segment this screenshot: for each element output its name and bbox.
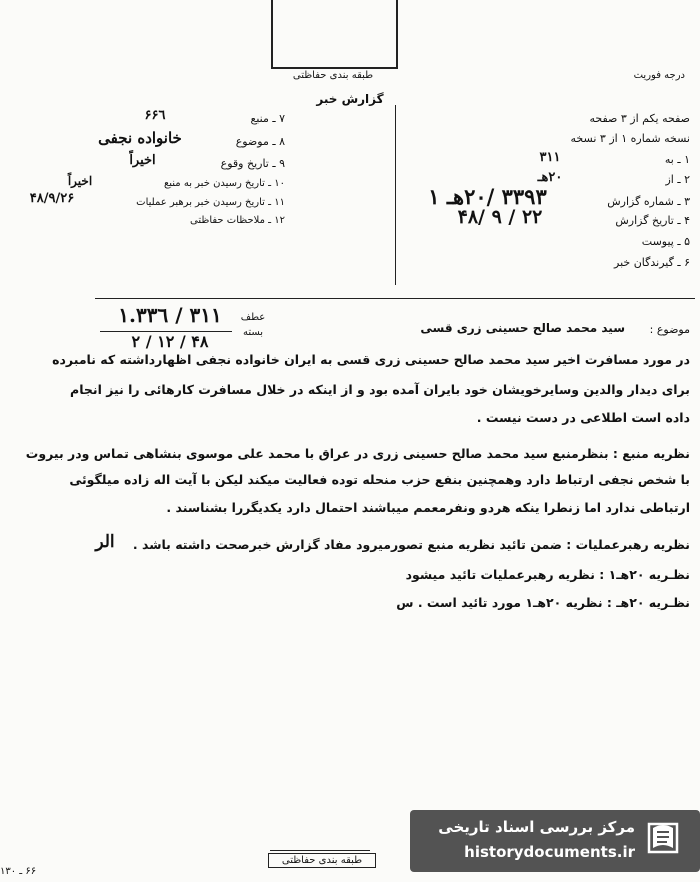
operations-initials: الر <box>95 532 115 552</box>
operations-opinion: نظريه رهبرعمليات : ضمن تائيد نظريه منبع تصورميرود مفاد گزارش خبرصحت داشته باشد . <box>132 537 690 552</box>
field-event-date-value: اخيراً <box>129 153 156 168</box>
body-line-2: برای ديدار والدين وسايرخويشان خود بايران آمده بود و از اينكه در خلال مسافرت كارهائی را نيز انجام <box>70 382 690 397</box>
field-to-label: ۱ ـ به <box>664 153 690 166</box>
field-report-date-label: ۴ ـ تاريخ گزارش <box>615 214 690 227</box>
field-security-notes-label: ۱۲ ـ ملاحظات حفاظتی <box>190 215 285 226</box>
field-subject-label: ۸ ـ موضوع <box>235 135 285 148</box>
body-line-1: در مورد مسافرت اخير سيد محمد صالح حسينی زری قسی به ايران خانواده نجفی اظهارداشته كه نامبرده <box>52 352 690 367</box>
stamp-label-atf: عطف <box>240 312 266 323</box>
field-received-source-label: ۱۰ ـ تاريخ رسيدن خبر به منبع <box>163 178 285 189</box>
opinion-20h: نظـريه ۲۰هـ : نظريه ۲۰هـ۱ مورد تائيد است . س <box>396 595 690 610</box>
source-opinion-line-2: با شخص نجفی ارتباط دارد وهمچنين بنفع حزب منحله توده فعاليت ميكند ليكن با آيت اله زاده ميلگوئی <box>69 472 690 487</box>
archive-logo-icon <box>645 818 681 858</box>
field-report-number-value: ۳۳۹۳ /۲۰هـ ۱ <box>428 184 547 209</box>
field-event-date-label: ۹ ـ تاريخ وقوع <box>220 157 285 170</box>
file-number: ٣١١ / ١.٣٣٦ <box>118 303 222 327</box>
header-divider <box>95 298 695 299</box>
copy-number-line: نسخه شماره ۱ از ۳ نسخه <box>570 132 690 145</box>
field-from-value: ۲۰هـ <box>537 170 563 185</box>
opinion-20h-1: نظـريه ۲۰هـ۱ : نظريه رهبرعمليات تائيد ميشود <box>405 567 690 582</box>
field-subject-value: خانواده نجفی <box>98 129 182 147</box>
subject-text: سيد محمد صالح حسينی زری قسی <box>420 321 625 335</box>
field-to-value: ٣١١ <box>539 150 561 165</box>
subject-label: موضوع : <box>649 323 690 336</box>
top-stamp-box <box>271 0 398 69</box>
field-source-value: ۶۶٦ <box>144 108 166 123</box>
field-attachment-label: ۵ ـ پيوست <box>641 235 690 248</box>
field-source-label: ۷ ـ منبع <box>250 112 285 125</box>
document-title: گزارش خبر <box>316 92 384 106</box>
watermark-title: مركز بررسی اسناد تاريخی <box>438 818 635 836</box>
classification-top: طبقه بندی حفاظتی <box>292 70 374 81</box>
field-received-source-value: اخيراً <box>67 174 93 188</box>
footer-rule <box>270 850 370 851</box>
field-from-label: ۲ ـ از <box>665 173 690 186</box>
stamp-label-baste: بسته <box>242 327 264 338</box>
source-opinion-line-1: نظريه منبع : بنظرمنبع سيد محمد صالح حسينی زری در عراق با محمد علی موسوی بنشاهی تماس ودر بيروت <box>25 446 690 461</box>
field-received-ops-label: ۱۱ ـ تاريخ رسيدن خبر برهبر عمليات <box>136 197 285 208</box>
page-code: ۶۶ ـ ۱۳۰ <box>0 866 37 877</box>
classification-bottom: طبقه بندی حفاظتی <box>268 853 376 868</box>
body-line-3: داده است اطلاعی در دست نيست . <box>476 410 690 425</box>
field-received-ops-value: ۴۸/۹/۲۶ <box>29 191 75 206</box>
source-opinion-line-3: ارتباطی ندارد اما زنطرا ينكه هردو ونفرمعمم ميباشند احتمال دارد يكديگررا بشناسند . <box>166 500 690 515</box>
field-report-date-value: ۴۸/ ۹ / ۲۲ <box>457 206 543 228</box>
column-divider <box>395 105 396 285</box>
watermark-url: historydocuments.ir <box>464 843 635 861</box>
field-report-number-label: ۳ ـ شماره گزارش <box>607 195 690 208</box>
file-date: ۴۸ / ۱۲ / ۲ <box>131 332 209 351</box>
field-recipients-label: ۶ ـ گيرندگان خبر <box>614 256 690 269</box>
page-count-line: صفحه يكم از ٣ صفحه <box>589 112 690 125</box>
priority-label: درجه فوريت <box>633 70 685 81</box>
